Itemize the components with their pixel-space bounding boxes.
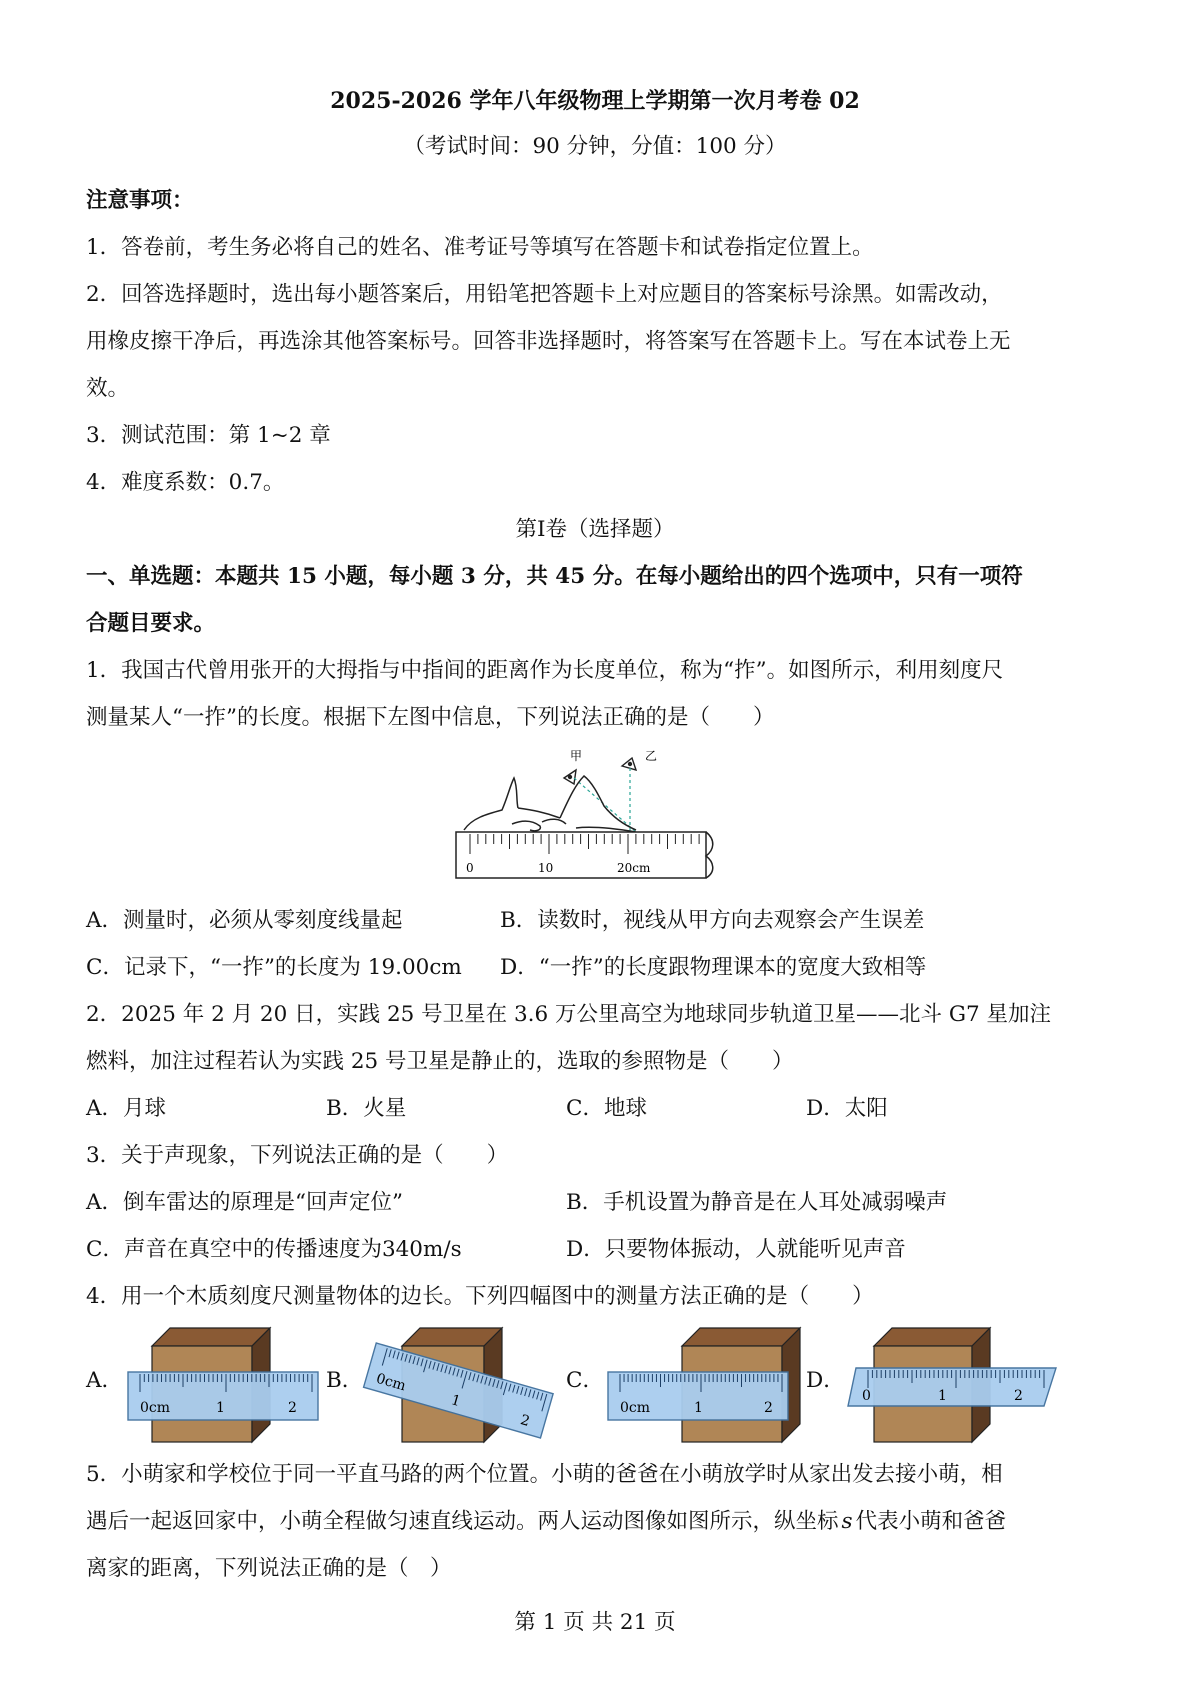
- ruler-break: [706, 832, 713, 878]
- notice-heading: 注意事项：: [86, 188, 194, 213]
- ruler-label-2: 2: [288, 1400, 297, 1416]
- q3-option-d[interactable]: D．只要物体振动，人就能听见声音: [566, 1237, 906, 1262]
- ruler-label-10: 10: [538, 861, 554, 875]
- ruler-label-2: 2: [518, 1412, 532, 1430]
- ruler-label-1: 1: [449, 1392, 463, 1411]
- q4-option-c-label[interactable]: C．: [566, 1368, 604, 1393]
- sight-line-jia: [574, 778, 636, 832]
- q5-stem-line-3: 离家的距离，下列说法正确的是（ ）: [86, 1556, 452, 1581]
- q2-option-a[interactable]: A．月球: [86, 1096, 167, 1121]
- ruler-label-1: 1: [694, 1400, 703, 1416]
- q1-option-d[interactable]: D．“一拃”的长度跟物理课本的宽度大致相等: [500, 955, 927, 980]
- q1-stem-line-1: 1．我国古代曾用张开的大拇指与中指间的距离作为长度单位，称为“拃”。如图所示，利用刻度尺: [86, 658, 1004, 683]
- exam-subtitle: （考试时间：90 分钟，分值：100 分）: [403, 134, 787, 159]
- ruler-label-0: 0: [862, 1388, 871, 1404]
- notice-item-2-line-2: 用橡皮擦干净后，再选涂其他答案标号。回答非选择题时，将答案写在答题卡上。写在本试卷上无: [86, 329, 1011, 354]
- q2-option-c[interactable]: C．地球: [566, 1096, 647, 1121]
- ruler-label-0cm: 0cm: [374, 1370, 408, 1395]
- label-yi: 乙: [645, 749, 658, 763]
- q4-stem: 4．用一个木质刻度尺测量物体的边长。下列四幅图中的测量方法正确的是（ ）: [86, 1284, 874, 1309]
- q4-figure-a[interactable]: [124, 1322, 324, 1444]
- ruler-label-2: 2: [764, 1400, 773, 1416]
- ruler-label-0: 0: [466, 861, 474, 875]
- q4-figure-b[interactable]: [362, 1322, 562, 1444]
- q2-stem-line-2: 燃料，加注过程若认为实践 25 号卫星是静止的，选取的参照物是（ ）: [86, 1049, 794, 1074]
- q1-figure-hand-ruler: [452, 748, 742, 888]
- notice-item-2-line-3: 效。: [86, 376, 130, 401]
- q3-option-b[interactable]: B．手机设置为静音是在人耳处减弱噪声: [566, 1190, 948, 1215]
- eye-yi-icon: [622, 758, 636, 770]
- q5-stem-line-2: [86, 1507, 1006, 1537]
- notice-item-3: 3．测试范围：第 1~2 章: [86, 423, 331, 448]
- label-jia: 甲: [570, 749, 583, 763]
- ruler-label-0cm: 0cm: [620, 1400, 651, 1416]
- q4-figure-d[interactable]: [844, 1322, 1064, 1444]
- q5-stem-line-1: 5．小萌家和学校位于同一平直马路的两个位置。小萌的爸爸在小萌放学时从家出发去接小萌，相: [86, 1462, 1003, 1487]
- ruler-label-20cm: 20cm: [617, 861, 651, 875]
- variable-s: s: [841, 1509, 853, 1534]
- part-title: 第Ⅰ卷（选择题）: [515, 517, 675, 542]
- q4-figure-c[interactable]: [604, 1322, 804, 1444]
- q2-option-b[interactable]: B．火星: [326, 1096, 407, 1121]
- hand-illustration: [464, 776, 636, 832]
- page-number: 第 1 页 共 21 页: [514, 1610, 676, 1635]
- box-top: [152, 1328, 270, 1346]
- q3-option-a[interactable]: A．倒车雷达的原理是“回声定位”: [86, 1190, 404, 1215]
- q4-option-b-label[interactable]: B．: [326, 1368, 364, 1393]
- ruler-label-0cm: 0cm: [140, 1400, 171, 1416]
- ruler-label-1: 1: [216, 1400, 225, 1416]
- q1-option-b[interactable]: B．读数时，视线从甲方向去观察会产生误差: [500, 908, 925, 933]
- q1-option-a[interactable]: A．测量时，必须从零刻度线量起: [86, 908, 403, 933]
- notice-item-2-line-1: 2．回答选择题时，选出每小题答案后，用铅笔把答题卡上对应题目的答案标号涂黑。如需改动，: [86, 282, 1003, 307]
- box-top: [682, 1328, 800, 1346]
- section-heading-line-1: 一、单选题：本题共 15 小题，每小题 3 分，共 45 分。在每小题给出的四个选项中，只有一项符: [86, 564, 1023, 589]
- q3-stem: 3．关于声现象，下列说法正确的是（ ）: [86, 1143, 509, 1168]
- q3-option-c[interactable]: C．声音在真空中的传播速度为340m/s: [86, 1237, 462, 1262]
- notice-item-1: 1．答卷前，考生务必将自己的姓名、准考证号等填写在答题卡和试卷指定位置上。: [86, 235, 874, 260]
- q2-stem-line-1: 2．2025 年 2 月 20 日，实践 25 号卫星在 3.6 万公里高空为地球同步轨道卫星——北斗 G7 星加注: [86, 1002, 1052, 1027]
- q4-option-d-label[interactable]: D．: [806, 1368, 845, 1393]
- exam-title: 2025-2026 学年八年级物理上学期第一次月考卷 02: [330, 88, 860, 114]
- q1-option-c[interactable]: C．记录下，“一拃”的长度为 19.00cm: [86, 955, 462, 980]
- ruler-label-1: 1: [938, 1388, 947, 1404]
- eye-jia-icon: [564, 770, 576, 784]
- box-top: [874, 1328, 990, 1346]
- q5-stem-line-2-part-a: 遇后一起返回家中，小萌全程做匀速直线运动。两人运动图像如图所示，纵坐标: [86, 1509, 839, 1534]
- notice-item-4: 4．难度系数：0.7。: [86, 470, 285, 495]
- q5-stem-line-2-part-b: 代表小萌和爸爸: [855, 1509, 1007, 1534]
- q4-option-a-label[interactable]: A．: [86, 1368, 124, 1393]
- q1-stem-line-2: 测量某人“一拃”的长度。根据下左图中信息，下列说法正确的是（ ）: [86, 705, 775, 730]
- q2-option-d[interactable]: D．太阳: [806, 1096, 888, 1121]
- section-heading-line-2: 合题目要求。: [86, 611, 216, 636]
- ruler-label-2: 2: [1014, 1388, 1023, 1404]
